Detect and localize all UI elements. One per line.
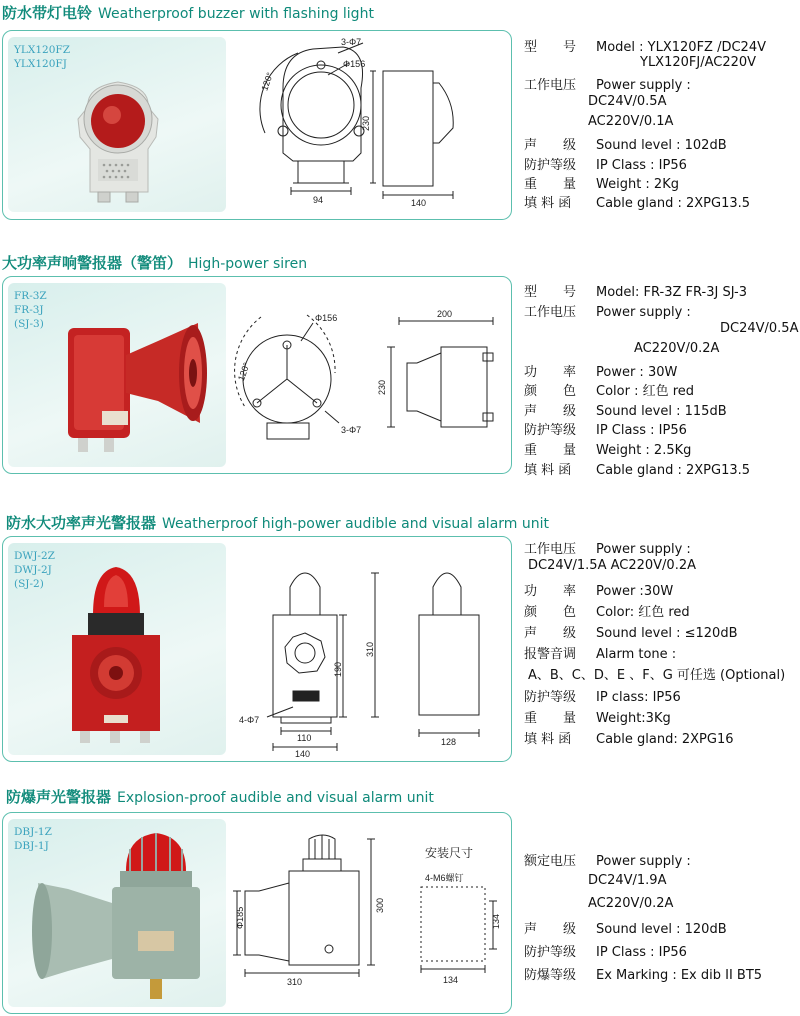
model-code: YLX120FZ	[14, 44, 71, 56]
spec-value: Weight:3Kg	[596, 711, 671, 726]
model-codes	[14, 43, 70, 71]
section-title-alarm-unit	[6, 512, 549, 533]
dimension-label: 3-Φ7	[341, 37, 362, 47]
section-title-en: Weatherproof high-power audible and visual alarm unit	[162, 516, 549, 532]
spec-row	[528, 558, 696, 573]
spec-label: 填 料 函	[524, 732, 572, 747]
spec-label: 填 料 函	[524, 463, 572, 478]
dimension-label: Φ185	[235, 906, 245, 929]
section-title-siren	[2, 252, 307, 273]
section-title-explosion-proof	[6, 786, 434, 807]
spec-row	[524, 74, 691, 93]
spec-value: Alarm tone :	[596, 647, 677, 662]
spec-value: Weight : 2.5Kg	[596, 443, 692, 458]
spec-value: IP Class : IP56	[596, 945, 687, 960]
dimension-label: 310	[365, 641, 375, 657]
dimension-label: 110	[297, 733, 312, 743]
dimension-label: 200	[437, 309, 453, 319]
spec-label: 工作电压	[524, 305, 577, 320]
spec-value: Weight : 2Kg	[596, 177, 679, 192]
spec-row	[524, 439, 691, 458]
dimension-drawing-explosion-proof	[225, 819, 507, 1005]
spec-value: Power supply :	[596, 854, 691, 869]
model-code: YLX120FJ	[14, 58, 67, 70]
spec-row	[588, 873, 666, 888]
model-codes	[14, 825, 52, 853]
spec-row	[524, 707, 671, 726]
dimension-label: 120°	[259, 71, 276, 93]
spec-label: 颜 色	[524, 605, 577, 620]
model-code: FR-3Z	[14, 290, 47, 302]
product-photo-explosion-proof	[8, 819, 226, 1007]
dimension-label: Φ156	[343, 59, 366, 69]
dimension-label: Φ156	[315, 313, 338, 323]
spec-row	[634, 341, 719, 356]
model-codes	[14, 549, 55, 591]
dimension-label: 134	[443, 975, 459, 985]
spec-row	[524, 419, 687, 438]
spec-value: DC24V/0.5A	[588, 94, 667, 109]
spec-row	[524, 134, 727, 153]
spec-row	[524, 400, 727, 419]
spec-value: DC24V/1.5A AC220V/0.2A	[528, 558, 696, 573]
model-codes	[14, 289, 47, 331]
spec-label: 重 量	[524, 443, 577, 458]
spec-label: 型 号	[524, 40, 577, 55]
spec-value: Sound level : 120dB	[596, 922, 727, 937]
spec-label: 功 率	[524, 584, 577, 599]
spec-row	[524, 173, 679, 192]
spec-value: Power supply :	[596, 305, 691, 320]
model-code: DWJ-2J	[14, 564, 52, 576]
dimension-label: 140	[411, 198, 427, 208]
model-code: DBJ-1Z	[14, 826, 52, 838]
spec-label: 防护等级	[524, 690, 577, 705]
spec-value: Model : YLX120FZ /DC24V	[596, 40, 766, 55]
section-title-en: Explosion-proof audible and visual alarm unit	[117, 790, 434, 806]
spec-row	[720, 321, 798, 336]
spec-value: YLX120FJ/AC220V	[640, 55, 757, 70]
model-code: DBJ-1J	[14, 840, 49, 852]
spec-label: 防护等级	[524, 423, 577, 438]
product-photo-buzzer	[8, 37, 226, 212]
spec-row	[524, 380, 694, 399]
spec-label: 声 级	[524, 626, 577, 641]
spec-label: 额定电压	[524, 854, 577, 869]
spec-row	[524, 622, 738, 641]
spec-row	[524, 601, 690, 620]
spec-label: 功 率	[524, 365, 577, 380]
spec-value: DC24V/0.5A	[720, 321, 799, 336]
spec-label: 声 级	[524, 922, 577, 937]
dimension-label: 310	[287, 977, 303, 987]
dimension-label: 3-Φ7	[341, 425, 362, 435]
product-panel-buzzer	[2, 30, 512, 220]
spec-label: 颜 色	[524, 384, 577, 399]
product-photo-alarm-unit	[8, 543, 226, 755]
model-code: DWJ-2Z	[14, 550, 55, 562]
spec-value: AC220V/0.1A	[588, 114, 674, 129]
section-title-cn: 防爆声光警报器	[6, 788, 112, 806]
spec-row	[524, 281, 747, 300]
spec-row	[524, 964, 762, 983]
spec-row	[524, 36, 766, 55]
spec-row	[524, 301, 691, 320]
section-title-cn: 防水带灯电铃	[2, 4, 93, 22]
spec-row	[524, 192, 750, 211]
spec-label: 填 料 函	[524, 196, 572, 211]
spec-label: 声 级	[524, 404, 577, 419]
spec-label: 重 量	[524, 711, 577, 726]
spec-label: 工作电压	[524, 542, 577, 557]
spec-value: Power supply :	[596, 542, 691, 557]
section-title-cn: 防水大功率声光警报器	[6, 514, 157, 532]
spec-row	[524, 154, 687, 173]
spec-value: Sound level : ≤120dB	[596, 626, 738, 641]
spec-value: IP Class : IP56	[596, 158, 687, 173]
product-panel-explosion-proof	[2, 812, 512, 1014]
section-title-en: Weatherproof buzzer with flashing light	[98, 6, 374, 22]
spec-row	[640, 55, 756, 70]
spec-row	[524, 361, 677, 380]
spec-row	[524, 850, 691, 869]
spec-row	[524, 643, 676, 662]
spec-value: IP Class : IP56	[596, 423, 687, 438]
model-code: (SJ-3)	[14, 318, 44, 330]
spec-value: Cable gland: 2XPG16	[596, 732, 734, 747]
model-code: FR-3J	[14, 304, 44, 316]
spec-value: Ex Marking : Ex dib II BT5	[596, 968, 763, 983]
dimension-label: 230	[361, 115, 371, 131]
spec-label: 防护等级	[524, 158, 577, 173]
dimension-label: 230	[377, 379, 387, 395]
spec-row	[524, 941, 687, 960]
spec-value: Power : 30W	[596, 365, 678, 380]
spec-label: 防爆等级	[524, 968, 577, 983]
section-title-buzzer	[2, 2, 374, 23]
dimension-label: 4-Φ7	[239, 715, 260, 725]
spec-label: 工作电压	[524, 78, 577, 93]
spec-label: 报警音调	[524, 647, 577, 662]
mounting-title: 安装尺寸	[425, 846, 474, 860]
spec-value: Color : 红色 red	[596, 384, 695, 399]
spec-row	[524, 580, 673, 599]
dimension-label: 190	[333, 661, 343, 677]
spec-label: 声 级	[524, 138, 577, 153]
spec-row	[524, 538, 691, 557]
spec-label: 防护等级	[524, 945, 577, 960]
spec-value: Power supply :	[596, 78, 691, 93]
spec-value: A、B、C、D、E 、F、G 可任选 (Optional)	[528, 668, 786, 683]
spec-value: AC220V/0.2A	[634, 341, 720, 356]
spec-row	[524, 728, 734, 747]
spec-value: Sound level : 102dB	[596, 138, 727, 153]
spec-row	[588, 114, 673, 129]
dimension-label: 120°	[235, 361, 252, 383]
spec-row	[524, 686, 681, 705]
model-code: (SJ-2)	[14, 578, 44, 590]
spec-row	[588, 896, 673, 911]
spec-row	[524, 918, 727, 937]
product-panel-siren	[2, 276, 512, 474]
spec-value: Cable gland : 2XPG13.5	[596, 196, 751, 211]
dimension-label: 300	[375, 897, 385, 913]
product-panel-alarm-unit	[2, 536, 512, 762]
dimension-label: 140	[295, 749, 311, 757]
section-title-cn: 大功率声响警报器（警笛）	[2, 254, 183, 272]
section-title-en: High-power siren	[188, 256, 308, 272]
spec-value: IP class: IP56	[596, 690, 681, 705]
spec-value: Model: FR-3Z FR-3J SJ-3	[596, 285, 748, 300]
spec-row	[588, 94, 666, 109]
dimension-label: 134	[491, 913, 501, 929]
spec-value: Power :30W	[596, 584, 674, 599]
spec-value: AC220V/0.2A	[588, 896, 674, 911]
product-photo-siren	[8, 283, 226, 467]
spec-value: Color: 红色 red	[596, 605, 690, 620]
dimension-drawing-buzzer	[243, 33, 503, 215]
bolt-label: 4-M6螺钉	[425, 873, 464, 883]
spec-label: 重 量	[524, 177, 577, 192]
spec-row	[528, 664, 785, 683]
dimension-label: 128	[441, 737, 457, 747]
spec-value: DC24V/1.9A	[588, 873, 667, 888]
spec-row	[524, 459, 750, 478]
dimension-label: 94	[313, 195, 324, 205]
spec-value: Cable gland : 2XPG13.5	[596, 463, 751, 478]
spec-label: 型 号	[524, 285, 577, 300]
dimension-drawing-siren	[231, 283, 506, 469]
spec-value: Sound level : 115dB	[596, 404, 727, 419]
dimension-drawing-alarm-unit	[235, 567, 505, 757]
